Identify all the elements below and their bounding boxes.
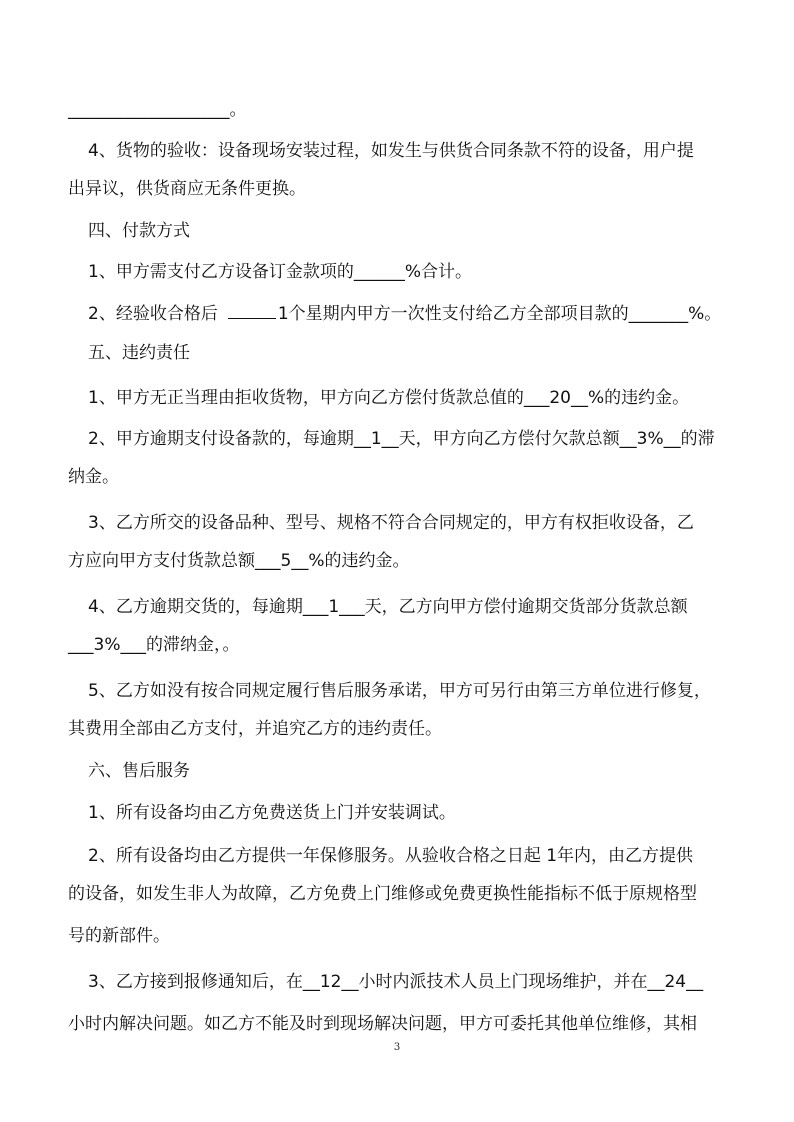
- paragraph-line: 4、货物的验收：设备现场安装过程，如发生与供货合同条款不符的设备，用户提: [88, 141, 694, 161]
- blank-underline: [228, 300, 276, 319]
- blank-fill-line: ___________________。: [68, 100, 247, 120]
- paragraph-line: [88, 300, 794, 325]
- paragraph-line: 小时内解决问题。如乙方不能及时到现场解决问题，甲方可委托其他单位维修，其相: [68, 1014, 697, 1034]
- paragraph-line: 5、乙方如没有按合同规定履行售后服务承诺，甲方可另行由第三方单位进行修复，: [88, 681, 711, 701]
- paragraph-line: 号的新部件。: [68, 926, 170, 946]
- paragraph-line: 纳金。: [68, 467, 119, 487]
- paragraph-line: 方应向甲方支付货款总额___5__%的违约金。: [68, 551, 410, 571]
- paragraph-line: 1、所有设备均由乙方免费送货上门并安装调试。: [88, 803, 456, 823]
- paragraph-line: 1、甲方需支付乙方设备订金款项的______%合计。: [88, 262, 472, 282]
- paragraph-line: 的设备，如发生非人为故障，乙方免费上门维修或免费更换性能指标不低于原规格型: [68, 884, 697, 904]
- section-heading-after-sales: 六、售后服务: [88, 761, 190, 781]
- paragraph-fragment: 2、经验收合格后: [88, 304, 218, 324]
- paragraph-line: 3、乙方所交的设备品种、型号、规格不符合合同规定的，甲方有权拒收设备，乙: [88, 513, 694, 533]
- paragraph-line: 2、所有设备均由乙方提供一年保修服务。从验收合格之日起 1年内，由乙方提供: [88, 846, 694, 866]
- paragraph-line: 1、甲方无正当理由拒收货物，甲方向乙方偿付货款总值的___20__%的违约金。: [88, 388, 690, 408]
- paragraph-line: 4、乙方逾期交货的，每逾期___1___天，乙方向甲方偿付逾期交货部分货款总额: [88, 597, 688, 617]
- paragraph-line: 其费用全部由乙方支付，并追究乙方的违约责任。: [68, 719, 442, 739]
- section-heading-payment: 四、付款方式: [88, 221, 190, 241]
- paragraph-line: 2、甲方逾期支付设备款的，每逾期__1__天，甲方向乙方偿付欠款总额__3%__的滞: [88, 429, 715, 449]
- paragraph-line: ___3%___的滞纳金，。: [68, 635, 240, 655]
- paragraph-fragment: 1个星期内甲方一次性支付给乙方全部项目款的_______%。: [277, 304, 722, 324]
- section-heading-liability: 五、违约责任: [88, 343, 190, 363]
- paragraph-line: 出异议，供货商应无条件更换。: [68, 179, 306, 199]
- page-number: 3: [393, 1042, 401, 1053]
- paragraph-line: 3、乙方接到报修通知后，在__12__小时内派技术人员上门现场维护，并在__24__: [88, 972, 704, 992]
